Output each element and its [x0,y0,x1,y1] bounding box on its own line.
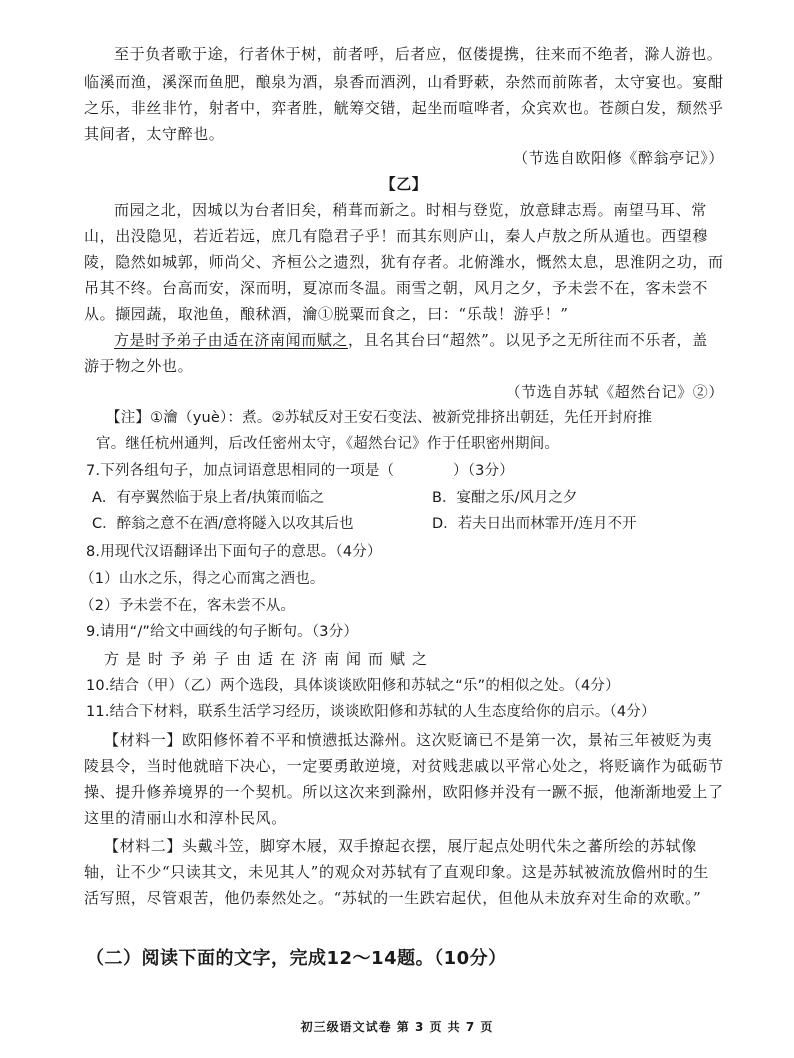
q8-sentence-2: （2）予未尝不在，客未尝不从。 [80,598,296,614]
q8-sentence-1: （1）山水之乐，得之心而寓之酒也。 [80,571,325,587]
q7-option-b: B．宴酣之乐/风月之夕 [432,490,578,506]
q7-option-d: D．若夫日出而林霏开/连月不开 [432,516,637,532]
yi-line-1: 而园之北，因城以为台者旧矣，稍葺而新之。时相与登览，放意肆志焉。南望马耳、常 [114,201,707,219]
yi-line-6-rest: ，且名其台曰“超然”。以见予之无所往而不乐者，盖 [348,331,708,349]
note-line-1: 【注】①瀹（yuè）：煮。②苏轼反对王安石变法、被新党排挤出朝廷，先任开封府推 [106,410,653,426]
page-footer: 初三级语文试卷 第 3 页 共 7 页 [300,1020,494,1034]
jia-source: （节选自欧阳修《醉翁亭记》） [513,149,724,167]
yi-line-3: 陵，隐然如城郭，师尚父、齐桓公之遗烈，犹有存者。北俯潍水，慨然太息，思淮阴之功，而 [84,253,724,271]
q9-stem: 9.请用“/”给文中画线的句子断句。（3分） [86,624,359,640]
q7-option-c: C．醉翁之意不在酒/意将隧入以攻其后也 [92,516,354,532]
yi-title: 【乙】 [380,175,428,193]
yi-line-7: 游于物之外也。 [84,357,194,375]
m2-line-2: 轴，让不少“只读其文，未见其人”的观众对苏轼有了直观印象。这是苏轼被流放儋州时的生 [84,863,709,881]
m1-line-3: 操、提升修养境界的一个契机。所以这次来到滁州，欧阳修并没有一蹶不振，他渐渐地爱上了 [84,783,724,801]
q11-stem: 11.结合下材料，联系生活学习经历，谈谈欧阳修和苏轼的人生态度给你的启示。（4分） [86,704,656,720]
underlined-sentence: 方是时予弟子由适在济南闻而赋之 [114,331,349,349]
m1-line-1: 【材料一】欧阳修怀着不平和愤懑抵达滁州。这次贬谪已不是第一次，景祐三年被贬为夷 [104,731,713,749]
m2-line-3: 活写照，尽管艰苦，他仍泰然处之。“苏轼的一生跌宕起伏，但他从未放弃对生命的欢歌。” [84,889,702,907]
q7-option-a: A．有亭翼然临于泉上者/执策而临之 [92,490,325,506]
yi-line-4: 吊其不终。台高而安，深而明，夏凉而冬温。雨雪之朝，风月之夕，予未尝不在，客未尝不 [84,279,709,297]
jia-line-4: 其间者，太守醉也。 [84,125,225,143]
q10-stem: 10.结合（甲）（乙）两个选段，具体谈谈欧阳修和苏轼之“乐”的相似之处。（4分） [86,678,620,694]
m1-line-2: 陵县令，当时他就暗下决心，一定要勇敢逆境，对贫贱悲戚以平常心处之，将贬谪作为砥砺节 [84,757,724,775]
yi-source: （节选自苏轼《超然台记》②） [505,383,724,401]
q9-sentence: 方是时予弟子由适在济南闻而赋之 [104,650,435,668]
yi-line-6 [114,330,724,350]
m2-line-1: 【材料二】头戴斗笠，脚穿木屐，双手撩起衣摆，展厅起点处明代朱之蕃所绘的苏轼像 [104,837,697,855]
jia-line-2: 临溪而渔，溪深而鱼肥，酿泉为酒，泉香而酒洌，山肴野蔌，杂然而前陈者，太守宴也。宴酣 [84,73,724,91]
m1-line-4: 这里的清丽山水和淳朴民风。 [84,809,287,827]
q8-stem: 8.用现代汉语翻译出下面句子的意思。（4分） [86,544,382,560]
q7-stem: 7.下列各组句子，加点词语意思相同的一项是（ ）（3分） [86,463,515,479]
yi-line-2: 山，出没隐见，若近若远，庶几有隐君子乎！而其东则庐山，秦人卢敖之所从遁也。西望穆 [84,227,709,245]
yi-line-5: 从。撷园蔬，取池鱼，酿秫酒，瀹①脱粟而食之，曰：“乐哉！游乎！” [84,305,569,323]
jia-line-1: 至于负者歌于途，行者休于树，前者呼，后者应，伛偻提携，往来而不绝者，滁人游也。 [114,45,723,63]
section-2-heading: （二）阅读下面的文字，完成12～14题。（10分） [86,948,507,969]
jia-line-3: 之乐，非丝非竹，射者中，弈者胜，觥筹交错，起坐而喧哗者，众宾欢也。苍颜白发，颓然乎 [84,99,724,117]
note-line-2: 官。继任杭州通判，后改任密州太守，《超然台记》作于任职密州期间。 [96,436,560,452]
